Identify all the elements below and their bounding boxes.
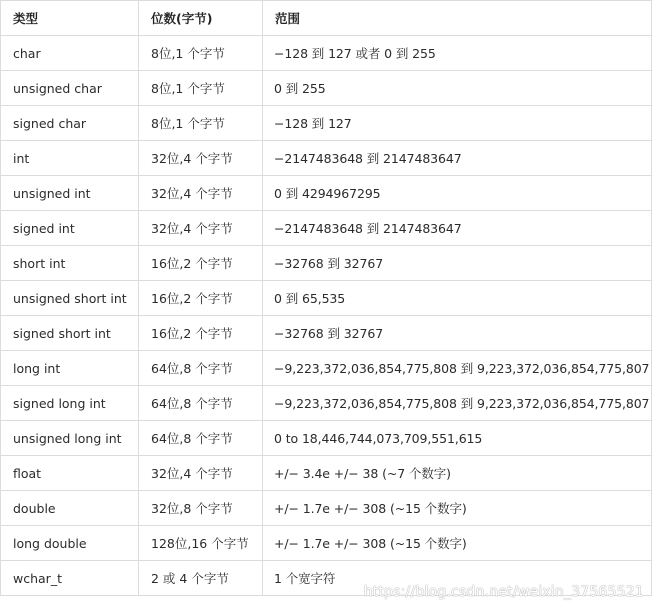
cell-size: 8位,1 个字节 bbox=[139, 71, 263, 106]
table-row bbox=[1, 456, 652, 491]
cell-type: wchar_t bbox=[1, 561, 139, 596]
cell-size: 16位,2 个字节 bbox=[139, 246, 263, 281]
table-row bbox=[1, 71, 652, 106]
cell-range: −2147483648 到 2147483647 bbox=[263, 141, 652, 176]
cell-type: unsigned short int bbox=[1, 281, 139, 316]
table-row bbox=[1, 141, 652, 176]
table-row bbox=[1, 561, 652, 596]
cell-range: 0 to 18,446,744,073,709,551,615 bbox=[263, 421, 652, 456]
cell-range: −2147483648 到 2147483647 bbox=[263, 211, 652, 246]
cell-type: unsigned char bbox=[1, 71, 139, 106]
cell-type: int bbox=[1, 141, 139, 176]
cell-size: 32位,4 个字节 bbox=[139, 211, 263, 246]
cell-size: 16位,2 个字节 bbox=[139, 281, 263, 316]
table-row bbox=[1, 36, 652, 71]
cell-range: −9,223,372,036,854,775,808 到 9,223,372,036,854,775,807 bbox=[263, 351, 652, 386]
cell-type: signed short int bbox=[1, 316, 139, 351]
cell-size: 2 或 4 个字节 bbox=[139, 561, 263, 596]
cell-range: +/− 1.7e +/− 308 (~15 个数字) bbox=[263, 526, 652, 561]
cell-size: 8位,1 个字节 bbox=[139, 36, 263, 71]
cell-size: 64位,8 个字节 bbox=[139, 386, 263, 421]
cell-type: float bbox=[1, 456, 139, 491]
cell-range: 0 到 255 bbox=[263, 71, 652, 106]
table-row bbox=[1, 421, 652, 456]
cell-range: −128 到 127 或者 0 到 255 bbox=[263, 36, 652, 71]
table-row bbox=[1, 386, 652, 421]
table-row bbox=[1, 106, 652, 141]
table-row bbox=[1, 281, 652, 316]
cell-size: 128位,16 个字节 bbox=[139, 526, 263, 561]
cell-size: 32位,8 个字节 bbox=[139, 491, 263, 526]
table-row bbox=[1, 176, 652, 211]
header-size: 位数(字节) bbox=[139, 1, 263, 36]
cell-size: 32位,4 个字节 bbox=[139, 176, 263, 211]
cell-size: 64位,8 个字节 bbox=[139, 351, 263, 386]
cell-type: unsigned long int bbox=[1, 421, 139, 456]
cell-type: long double bbox=[1, 526, 139, 561]
cell-range: −32768 到 32767 bbox=[263, 246, 652, 281]
cell-type: char bbox=[1, 36, 139, 71]
cell-range: −32768 到 32767 bbox=[263, 316, 652, 351]
cell-size: 64位,8 个字节 bbox=[139, 421, 263, 456]
header-type: 类型 bbox=[1, 1, 139, 36]
table-row bbox=[1, 526, 652, 561]
cell-range: 1 个宽字符 bbox=[263, 561, 652, 596]
cell-range: 0 到 65,535 bbox=[263, 281, 652, 316]
cell-type: short int bbox=[1, 246, 139, 281]
cell-range: +/− 3.4e +/− 38 (~7 个数字) bbox=[263, 456, 652, 491]
cell-size: 32位,4 个字节 bbox=[139, 456, 263, 491]
table-row bbox=[1, 351, 652, 386]
cell-type: long int bbox=[1, 351, 139, 386]
watermark-text: https://blog.csdn.net/weixin_37565521 bbox=[363, 584, 644, 600]
cell-range: +/− 1.7e +/− 308 (~15 个数字) bbox=[263, 491, 652, 526]
header-range: 范围 bbox=[263, 1, 652, 36]
cell-type: signed int bbox=[1, 211, 139, 246]
cell-range: −128 到 127 bbox=[263, 106, 652, 141]
cell-size: 8位,1 个字节 bbox=[139, 106, 263, 141]
header-row bbox=[1, 1, 652, 36]
table-row bbox=[1, 316, 652, 351]
cell-type: unsigned int bbox=[1, 176, 139, 211]
cell-size: 32位,4 个字节 bbox=[139, 141, 263, 176]
cell-type: signed char bbox=[1, 106, 139, 141]
cell-range: −9,223,372,036,854,775,808 到 9,223,372,036,854,775,807 bbox=[263, 386, 652, 421]
table-row bbox=[1, 491, 652, 526]
cell-range: 0 到 4294967295 bbox=[263, 176, 652, 211]
table-row bbox=[1, 211, 652, 246]
cell-type: signed long int bbox=[1, 386, 139, 421]
table-row bbox=[1, 246, 652, 281]
cell-size: 16位,2 个字节 bbox=[139, 316, 263, 351]
cell-type: double bbox=[1, 491, 139, 526]
